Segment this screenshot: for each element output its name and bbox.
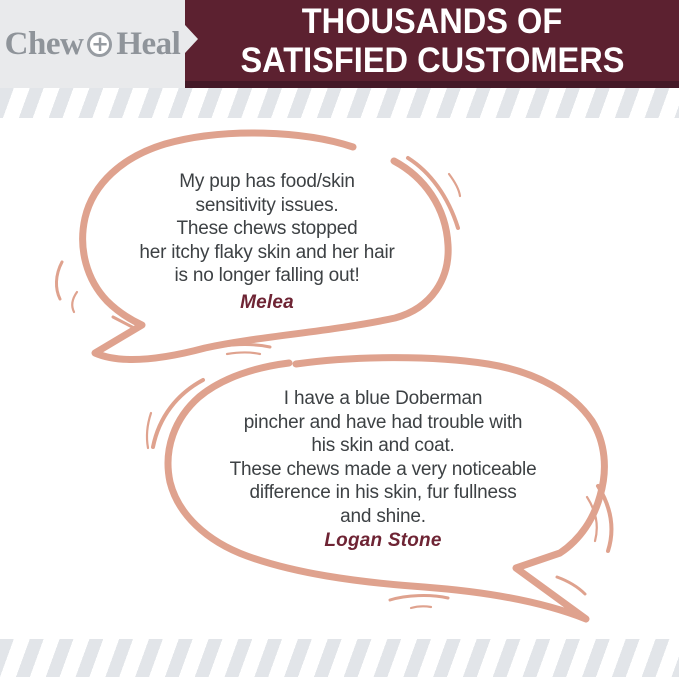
quote-line: sensitivity issues. [195,194,339,216]
diagonal-stripes-bottom [0,639,679,677]
quote-line: and shine. [340,505,426,527]
quote-line: pincher and have had trouble with [243,411,523,433]
testimonial-2-quote [183,387,583,528]
banner-title-line2: SATISFIED CUSTOMERS [239,40,625,80]
testimonial-1-quote [87,170,447,288]
quote-line: his skin and coat. [311,435,455,456]
quote-line: I have a blue Doberman [283,388,483,409]
brand-word-right: Heal [116,25,181,62]
testimonial-1-author: Melea [240,292,294,313]
quote-line: My pup has food/skin [179,171,355,192]
brand-word-left: Chew [4,25,84,62]
quote-line: is no longer falling out! [174,265,360,286]
quote-line: difference in his skin, fur fullness [249,482,517,503]
banner-title-line1: THOUSANDS OF [301,1,563,41]
plus-icon: + [87,32,112,57]
quote-line: These chews made a very noticeable [229,458,537,480]
quote-line: her itchy flaky skin and her hair [139,241,395,263]
ribbon-arrow-icon [185,25,198,53]
testimonial-2-author: Logan Stone [324,530,442,551]
quote-line: These chews stopped [176,218,358,239]
